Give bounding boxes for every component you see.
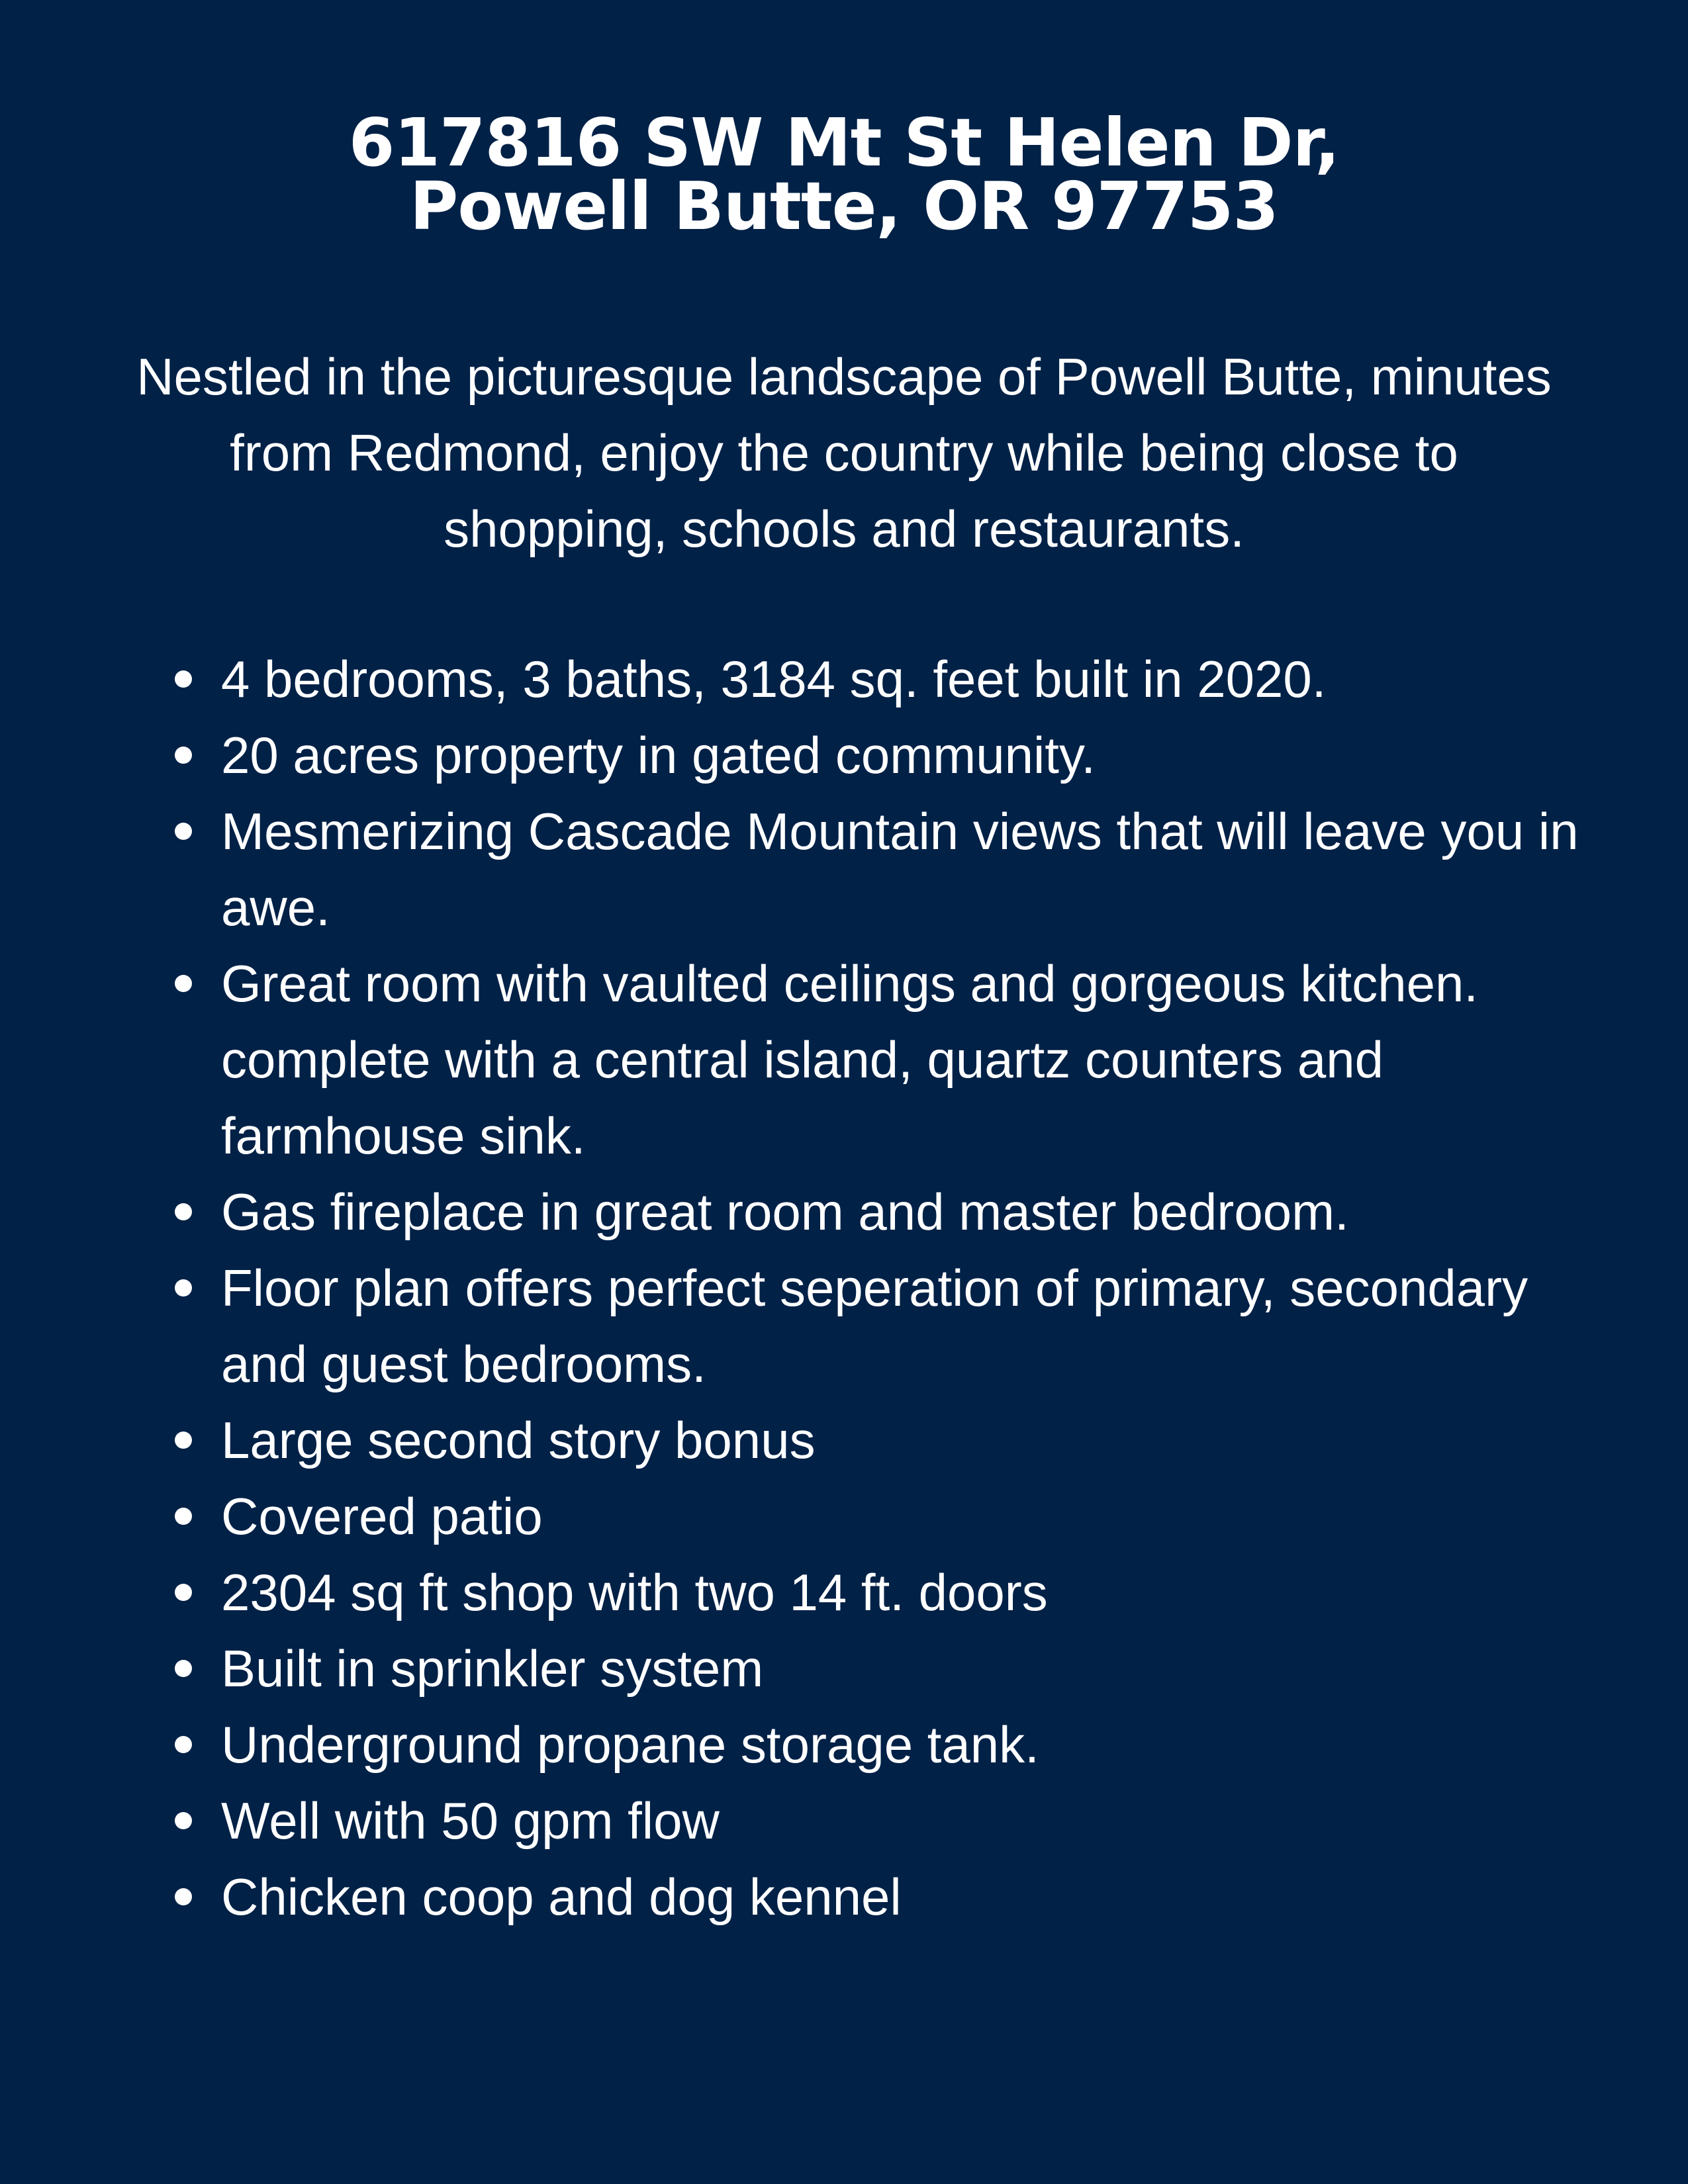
bullet-icon	[175, 975, 192, 992]
bullet-icon	[175, 670, 192, 688]
bullet-icon	[175, 747, 192, 764]
feature-item	[159, 1631, 1602, 1707]
bullet-icon	[175, 1203, 192, 1220]
feature-item	[159, 1859, 1602, 1935]
feature-item	[159, 1555, 1602, 1631]
feature-text: Gas fireplace in great room and master bedroom.	[221, 1183, 1349, 1241]
feature-text: Chicken coop and dog kennel	[221, 1868, 902, 1926]
intro-paragraph: Nestled in the picturesque landscape of Powell Butte, minutes from Redmond, enjoy the country while being close to shopping, schools and restaurants.	[136, 347, 1552, 558]
feature-text: Great room with vaulted ceilings and gorgeous kitchen. complete with a central island, quartz counters and farmhouse sink.	[221, 954, 1479, 1165]
feature-text: 2304 sq ft shop with two 14 ft. doors	[221, 1563, 1048, 1621]
feature-item	[159, 1479, 1602, 1555]
bullet-icon	[175, 1736, 192, 1753]
feature-item	[159, 1174, 1602, 1250]
address-city-line: Powell Butte, OR 97753	[410, 167, 1278, 245]
feature-text: Mesmerizing Cascade Mountain views that will leave you in awe.	[221, 802, 1579, 936]
bullet-icon	[175, 823, 192, 840]
address-street-line: 617816 SW Mt St Helen Dr,	[348, 104, 1340, 181]
feature-text: Large second story bonus	[221, 1411, 816, 1469]
feature-text: 4 bedrooms, 3 baths, 3184 sq. feet built in 2020.	[221, 650, 1327, 708]
feature-item	[159, 1250, 1602, 1402]
bullet-icon	[175, 1584, 192, 1601]
feature-item	[159, 946, 1602, 1174]
feature-item	[159, 641, 1602, 717]
feature-item	[159, 717, 1602, 794]
feature-text: 20 acres property in gated community.	[221, 726, 1096, 784]
feature-text: Built in sprinkler system	[221, 1639, 764, 1698]
feature-text: Covered patio	[221, 1487, 543, 1545]
bullet-icon	[175, 1279, 192, 1297]
feature-item	[159, 1783, 1602, 1859]
bullet-icon	[175, 1660, 192, 1677]
feature-item	[159, 794, 1602, 946]
bullet-icon	[175, 1888, 192, 1905]
feature-text: Floor plan offers perfect seperation of primary, secondary and guest bedrooms.	[221, 1259, 1528, 1393]
feature-item	[159, 1402, 1602, 1479]
feature-list	[159, 641, 1602, 1935]
feature-text: Underground propane storage tank.	[221, 1715, 1039, 1774]
feature-item	[159, 1707, 1602, 1783]
property-address-title	[0, 104, 1688, 245]
bullet-icon	[175, 1508, 192, 1525]
bullet-icon	[175, 1812, 192, 1829]
feature-text: Well with 50 gpm flow	[221, 1792, 720, 1850]
bullet-icon	[175, 1432, 192, 1449]
